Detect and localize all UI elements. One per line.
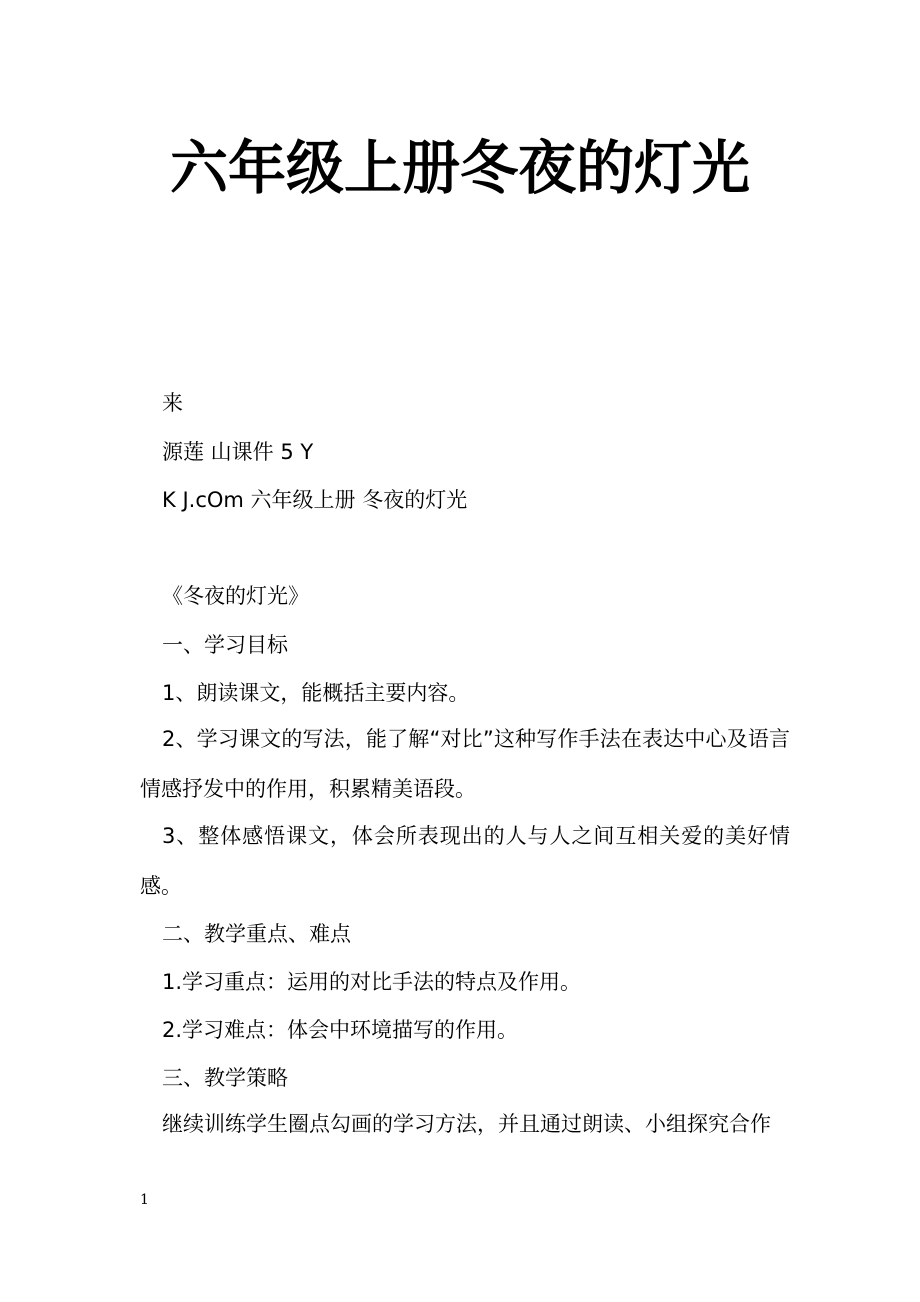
- source-line-2: 源莲 山课件 5 Y: [162, 440, 314, 464]
- source-line-3: K J.cOm 六年级上册 冬夜的灯光: [162, 488, 468, 512]
- key-point: 1.学习重点：运用的对比手法的特点及作用。: [162, 970, 582, 994]
- difficult-point: 2.学习难点：体会中环境描写的作用。: [162, 1018, 519, 1042]
- lesson-title: 《冬夜的灯光》: [162, 584, 309, 608]
- section-heading-strategy: 三、教学策略: [162, 1066, 288, 1090]
- section-heading-goals: 一、学习目标: [162, 633, 288, 657]
- page-number: 1: [140, 1192, 149, 1208]
- goal-1: 1、朗读课文，能概括主要内容。: [162, 681, 470, 705]
- source-line-1: 来: [162, 391, 183, 415]
- section-heading-key-points: 二、教学重点、难点: [162, 922, 351, 946]
- goal-3: 3、整体感悟课文，体会所表现出的人与人之间互相关爱的美好情感。: [140, 824, 790, 898]
- strategy-paragraph: 继续训练学生圈点勾画的学习方法，并且通过朗读、小组探究合作: [162, 1112, 771, 1136]
- document-title: 六年级上册冬夜的灯光: [169, 134, 750, 202]
- goal-2: 2、学习课文的写法，能了解“对比”这种写作手法在表达中心及语言情感抒发中的作用，积累精美语段。: [140, 727, 790, 801]
